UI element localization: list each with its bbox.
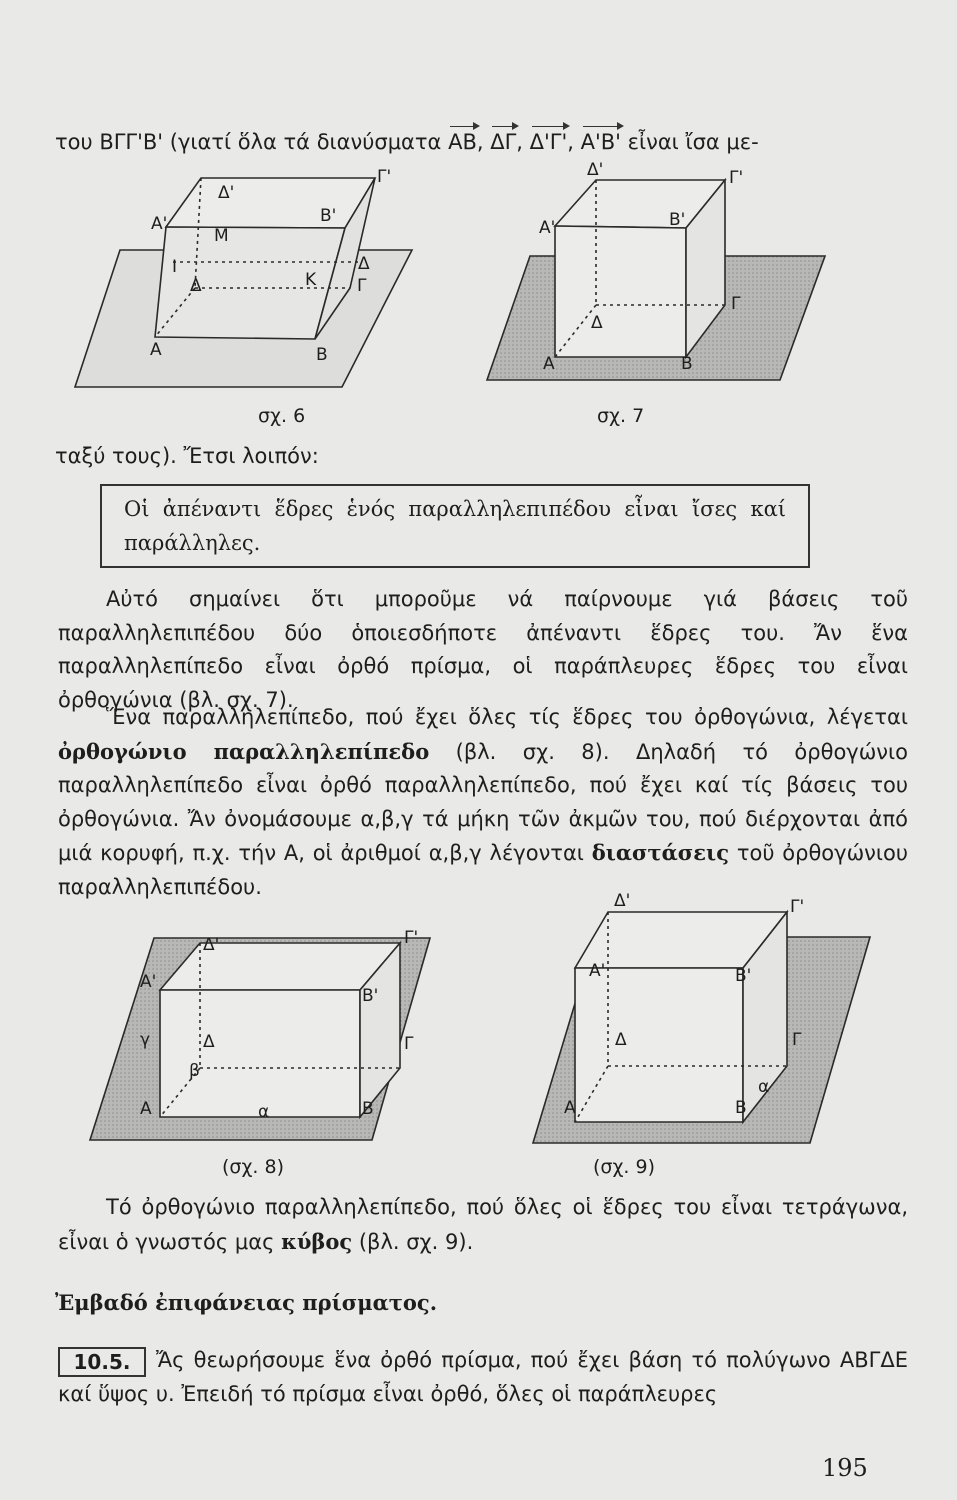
fig6-label-a-bot: Α [150,340,162,360]
fig8-label-gamma: γ [140,1030,151,1050]
fig7-label-d-bot: Δ [591,313,603,333]
fig6-label-b-top: Β' [320,206,337,226]
section-number-box: 10.5. [58,1347,146,1377]
fig7-front-face [555,226,686,357]
caption-fig9: (σχ. 9) [593,1156,656,1178]
term-dimensions: διαστάσεις [591,840,730,865]
fig8-label-b-top: Β' [362,986,379,1006]
fig8-label-a-top: Α' [140,972,157,992]
fig9-front-face [575,968,743,1122]
paragraph-2-part1: Ἕνα παραλληλεπίπεδο, πού ἔχει ὅλες τίς ἕδρες του ὀρθογώνια, λέγεται [106,705,908,729]
fig9-label-d-top: Δ' [614,891,631,911]
paragraph-2-part2: (βλ. σχ. 8). Δηλαδή τό ὀρθογώνιο παραλληλεπίπεδο εἶναι ὀρθό παραλληλεπίπεδο, πού ἔχει καί τίς βάσεις του ὀρθογώνια. Ἄν ὀνομάσουμε α,β,γ τά μήκη τῶν ἀκμῶν του, πού διέρχονται ἀπό μιά κορυφή, π.χ. τήν Α, οἱ ἀριθμοί α,β,γ λέγονται [58,739,908,865]
paragraph-3 [58,1191,908,1259]
fig8-label-a-bot: Α [140,1099,152,1119]
fig7-label-a-top: Α' [539,218,556,238]
fig6-label-k: Κ [305,270,317,290]
fig6-label-i: Ι [172,257,178,277]
vector-dg: ΔΓ [490,130,517,154]
boxed-statement-line1: Οἱ ἀπέναντι ἕδρες ἑνός παραλληλεπιπέδου εἶναι ἴσες καί [124,497,786,521]
fig9-label-a-top: Α' [589,961,606,981]
vector-ab: ΑΒ [448,130,477,154]
fig7-label-g-bot: Γ [731,294,741,314]
fig7-label-b-bot: Β [681,354,693,374]
paragraph-2 [58,701,908,904]
fig9-label-b-bot: Β [735,1098,747,1118]
caption-fig6: σχ. 6 [258,405,306,427]
fig9-label-g-top: Γ' [790,897,805,917]
fig8-front-face [160,990,360,1117]
fig9-label-a-bot: Α [564,1098,576,1118]
fig6-front-face [155,227,345,339]
continuation-text: ταξύ τους). Ἔτσι λοιπόν: [55,444,319,468]
fig9-label-b-top: Β' [735,966,752,986]
fig7-label-b-top: Β' [669,210,686,230]
fig6-label-d-mid: Δ [358,254,370,274]
fig6-label-b-bot: Β [316,345,328,365]
fig7-label-a-bot: Α [543,354,555,374]
fig7-label-d-top: Δ' [587,160,604,180]
figure-7 [487,180,825,380]
caption-fig7: σχ. 7 [597,405,645,427]
fig6-label-d-bot: Δ [190,276,202,296]
top-text-line: του ΒΓΓ'Β' (γιατί ὅλα τά διανύσματα ΑΒ, ΔΓ, Δ'Γ', Α'Β' εἶναι ἴσα με- [55,130,759,154]
boxed-statement [100,484,810,568]
paragraph-3-part2: (βλ. σχ. 9). [358,1229,474,1254]
paragraph-4: Ἄς θεωρήσουμε ἕνα ὀρθό πρίσμα, πού ἔχει βάση τό πολύγωνο ΑΒΓΔΕ καί ὕψος υ. Ἐπειδή τό πρίσμα εἶναι ὀρθό, ὅλες οἱ παράπλευρες [58,1348,908,1406]
top-line-end: εἶναι ἴσα με- [627,130,759,154]
vector-d1g1: Δ'Γ' [529,130,568,154]
fig9-label-d-bot: Δ [615,1030,627,1050]
fig6-label-m: Μ [214,226,229,246]
page-number: 195 [822,1454,868,1482]
fig8-label-g-top: Γ' [404,928,419,948]
fig8-label-d-top: Δ' [203,935,220,955]
paragraph-3-part1: Τό ὀρθογώνιο παραλληλεπίπεδο, πού ὅλες οἱ ἕδρες του εἶναι τετράγωνα, εἶναι ὁ γνωστός μας [58,1195,908,1254]
fig8-label-b-bot: Β [362,1099,374,1119]
term-cube: κύβος [281,1228,353,1254]
fig8-label-alpha: α [258,1102,270,1122]
vector-a1b1: Α'Β' [580,130,621,154]
boxed-statement-line2: παράλληλες. [124,531,261,555]
fig6-label-a-top: Α' [151,214,168,234]
top-line-start: του ΒΓΓ'Β' (γιατί ὅλα τά διανύσματα [55,130,442,154]
fig8-label-g-bot: Γ [404,1034,414,1054]
fig6-label-g-bot: Γ [357,276,367,296]
fig8-label-d-bot: Δ [203,1032,215,1052]
fig9-label-alpha: α [758,1077,770,1097]
fig9-label-g-bot: Γ [792,1030,802,1050]
fig8-label-beta: β [189,1061,200,1081]
section-heading: Ἐμβαδό ἐπιφάνειας πρίσματος. [55,1290,438,1315]
term-rectangular-parallelepiped: ὀρθογώνιο παραλληλεπίπεδο [58,738,430,764]
figure-9 [533,912,870,1143]
fig6-label-d-top: Δ' [218,183,235,203]
fig6-top-face [166,178,375,228]
paragraph-1: Αὐτό σημαίνει ὅτι μποροῦμε νά παίρνουμε γιά βάσεις τοῦ παραλληλεπιπέδου δύο ὁποιεσδήποτε ἀπέναντι ἕδρες του. Ἄν ἕνα παραλληλεπίπεδο εἶναι ὀρθό πρίσμα, οἱ παράπλευρες ἕδρες του εἶναι ὀρθογώνια (βλ. σχ. 7). [58,587,908,712]
fig8-top-face [160,943,400,990]
fig6-label-g-top: Γ' [377,167,392,187]
paragraph-2-part3: τοῦ ὀρθογώνιου παραλληλεπιπέδου. [58,841,908,899]
caption-fig8: (σχ. 8) [222,1156,285,1178]
fig7-label-g-top: Γ' [729,168,744,188]
